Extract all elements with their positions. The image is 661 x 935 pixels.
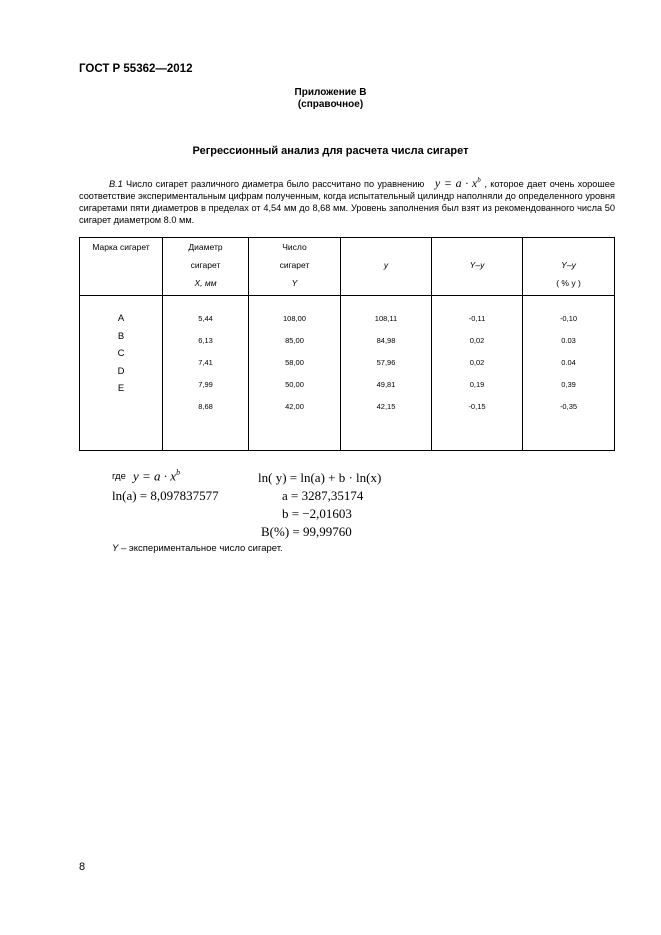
table-cell: 7,41 [198,358,213,367]
brand-column [80,296,163,451]
header-y: y [341,238,432,296]
table-cell: 6,13 [198,336,213,345]
table-cell: 0,02 [469,336,485,345]
table-cell: C [117,348,125,359]
regression-table [79,237,615,451]
equation-a: a = 3287,35174 [282,488,364,503]
inline-formula: $y = a \cdot x^b$ [434,176,481,190]
pct-column [523,296,615,451]
page-number: 8 [79,861,86,873]
table-cell: 42,15 [376,402,396,411]
table-cell: -0,11 [468,314,486,323]
footnote-text: – экспериментальное число сигарет. [118,543,283,554]
y-column [341,296,432,451]
section-title: Регрессионный анализ для расчета числа сигарет [192,145,469,157]
table-cell: 0,02 [469,358,485,367]
equation-main: $y = a \cdot x^b$ [133,468,181,484]
count-column [249,296,341,451]
table-cell: 0.04 [561,358,576,367]
table-cell: 49,81 [376,380,396,389]
table-cell: -0,15 [468,402,486,411]
table-cell: 58,00 [285,358,304,367]
appendix-title: Приложение В [294,87,367,98]
table-cell: 8,68 [198,402,213,411]
table-cell: 42,00 [285,402,304,411]
footnote-symbol: Y [112,543,119,554]
table-cell: A [117,313,125,324]
table-cell: D [117,365,125,377]
table-cell: -0,10 [559,314,578,323]
header-count: Число сигарет Y [249,238,341,296]
table-cell: 0,19 [469,380,485,389]
table-cell: 57,96 [376,358,396,367]
equation-ln-a: ln(a) = 8,097837577 [112,488,219,503]
equation-B: B(%) = 99,99760 [261,524,352,539]
table-cell: 0.03 [561,336,576,345]
where-label: где [112,471,126,482]
footnote [112,543,283,554]
table-cell: 108,00 [283,314,306,323]
appendix-subtitle: (справочное) [297,99,364,110]
table-cell: B [117,330,125,342]
table-cell: 108,11 [374,314,398,323]
diff-column [432,296,523,451]
table-cell: 0,39 [561,380,576,389]
header-diameter: Диаметр сигарет X, мм [163,238,249,296]
paragraph-number: В.1 [109,179,123,189]
paragraph-text-before: Число сигарет различного диаметра было рассчитано по уравнению [126,179,425,189]
header-brand: Марка сигарет [80,238,163,296]
equation-ln: ln( y) = ln(a) + b · ln(x) [258,470,382,485]
diameter-column [163,296,249,451]
intro-paragraph [79,174,615,226]
table-cell: 5,44 [198,314,213,323]
table-cell: 50,00 [285,380,304,389]
table-cell: 85,00 [285,336,304,345]
equation-b: b = −2,01603 [282,506,352,521]
table-cell: 84,98 [376,336,396,345]
paragraph-text-after: , которое дает очень хорошее соответствие экспериментальным цифрам полученным, когда испытательный цилиндр наполняли до определенного уровня сигаретами пяти диаметров в пределах от 4,54 мм до 8,68 мм. Уровень заполнения был взят из рекомендованного числа 50 сигарет диаметром 8.0 мм. [79,179,615,225]
document-header: ГОСТ Р 55362—2012 [79,63,193,75]
table-cell: E [117,383,125,394]
table-cell: 7,99 [198,380,213,389]
table-cell: -0,35 [559,402,578,411]
header-diff: Y–y [432,238,523,296]
header-pct: Y–y ( % y ) [523,238,615,296]
